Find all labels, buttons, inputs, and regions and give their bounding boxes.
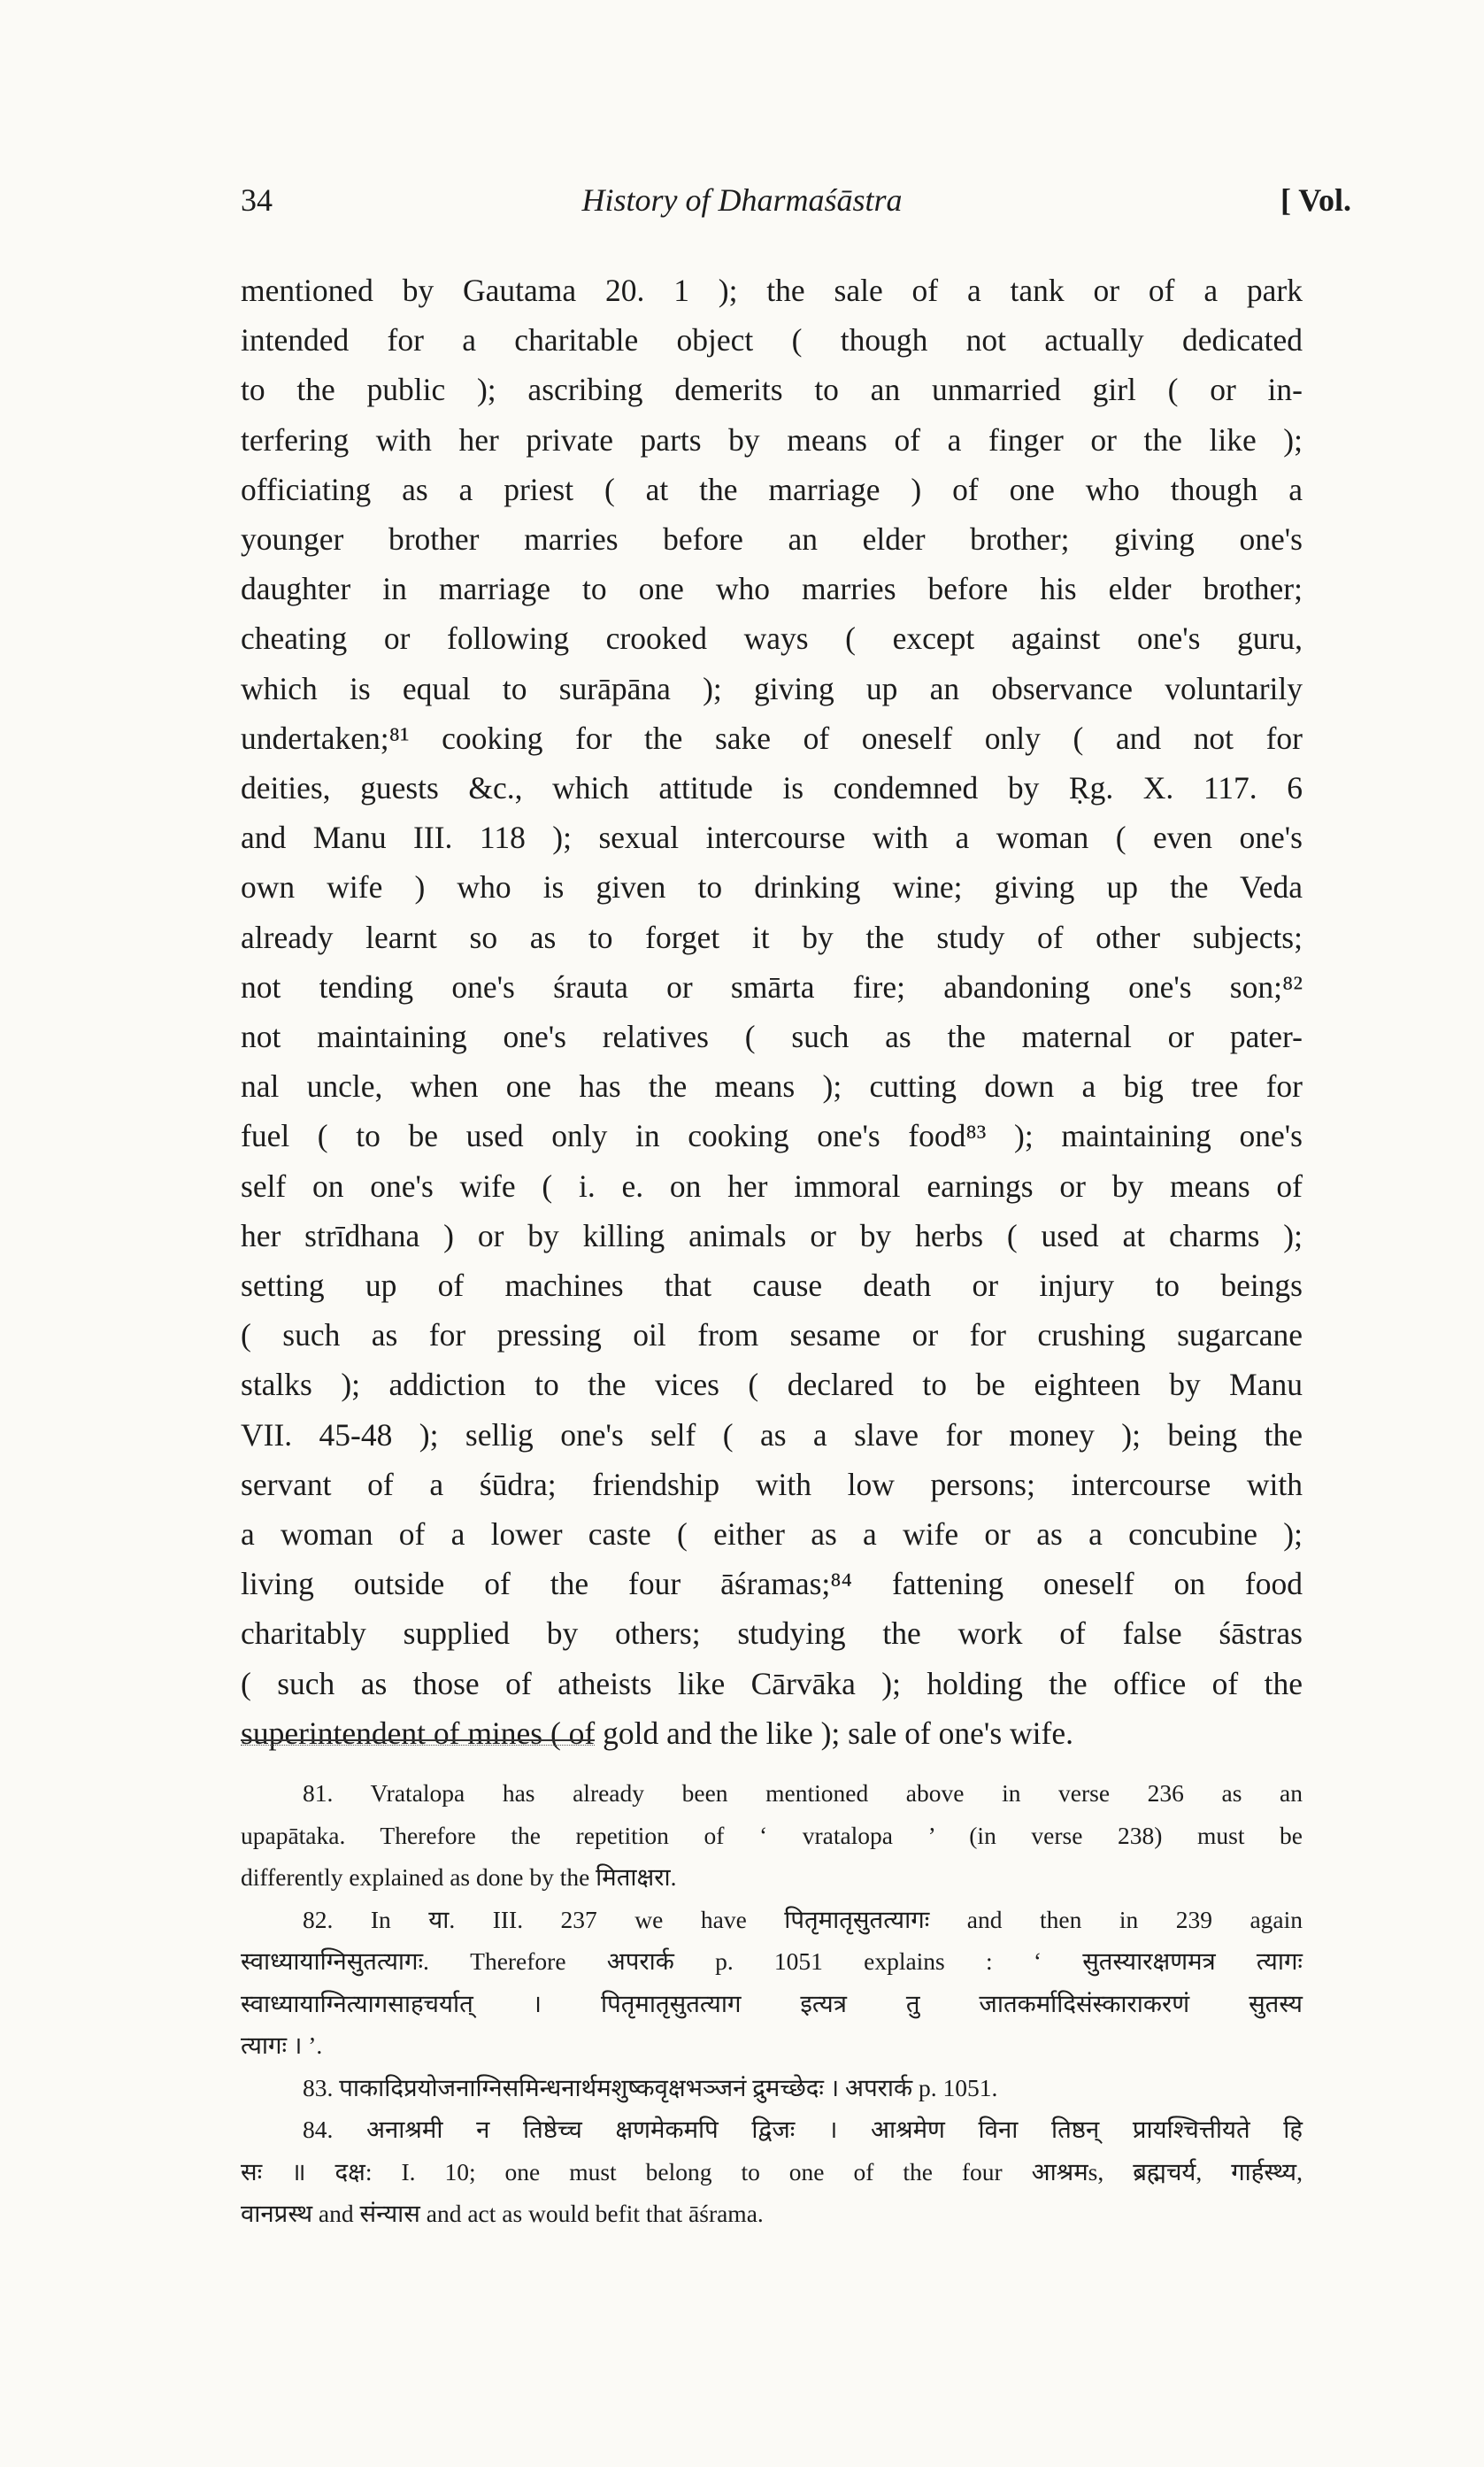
footnote-line: सः ॥ दक्ष: I. 10; one must belong to one of the four आश्रमs, ब्रह्मचर्य, गार्हस्थ्य, xyxy=(241,2157,1303,2186)
body-line: servant of a śūdra; friendship with low persons; intercourse with xyxy=(241,1466,1303,1502)
footnote-84: 84. अनाश्रमी न तिष्ठेच्च क्षणमेकमपि द्विजः । आश्रमेण विना तिष्ठन् प्रायश्चित्तीयते हि xyxy=(303,2116,1303,2143)
body-line: ( such as for pressing oil from sesame or for crushing sugarcane xyxy=(241,1317,1303,1353)
body-line: a woman of a lower caste ( either as a wife or as a concubine ); xyxy=(241,1516,1303,1553)
body-line: undertaken;⁸¹ cooking for the sake of oneself only ( and not for xyxy=(241,720,1303,756)
page-number: 34 xyxy=(241,182,273,218)
body-line: daughter in marriage to one who marries before his elder brother; xyxy=(241,571,1303,607)
body-line: officiating as a priest ( at the marriage ) of one who though a xyxy=(241,471,1303,507)
body-line: which is equal to surāpāna ); giving up an observance voluntarily xyxy=(241,670,1303,706)
footnote-line: स्वाध्यायाग्नित्यागसाहचर्यात् । पितृमातृसुतत्याग इत्यत्र तु जातकर्मादिसंस्काराकरणं सुतस्य xyxy=(241,1989,1303,2017)
footnotes xyxy=(241,1772,1303,2235)
running-title: History of Dharmaśāstra xyxy=(581,182,903,218)
body-line: setting up of machines that cause death or injury to beings xyxy=(241,1268,1303,1304)
footnote-line: स्वाध्यायाग्निसुतत्यागः. Therefore अपरार्क p. 1051 explains : ‘ सुतस्यारक्षणमत्र त्यागः xyxy=(241,1947,1303,1975)
footnote-82: 82. In या. III. 237 we have पितृमातृसुतत्यागः and then in 239 again xyxy=(303,1905,1303,1933)
footnote-line: differently explained as done by the मिताक्षरा. xyxy=(241,1863,677,1891)
body-line: mentioned by Gautama 20. 1 ); the sale of a tank or of a park xyxy=(241,273,1303,308)
body-line: VII. 45-48 ); sellig one's self ( as a slave for money ); being the xyxy=(241,1416,1303,1453)
volume-marker: [ Vol. xyxy=(1280,182,1351,218)
body-line: nal uncle, when one has the means ); cutting down a big tree for xyxy=(241,1068,1303,1105)
body-line: her strīdhana ) or by killing animals or by herbs ( used at charms ); xyxy=(241,1217,1303,1253)
body-line: deities, guests &c., which attitude is condemned by Ṛg. X. 117. 6 xyxy=(241,770,1303,806)
body-line: intended for a charitable object ( though not actually dedicated xyxy=(241,322,1303,358)
body-line: terfering with her private parts by means of a finger or the like ); xyxy=(241,421,1303,458)
body-line: superintendent of mines ( of gold and the like ); sale of one's wife. xyxy=(241,1715,1073,1751)
body-line: ( such as those of atheists like Cārvāka ); holding the office of the xyxy=(241,1665,1303,1701)
body-line: stalks ); addiction to the vices ( declared to be eighteen by Manu xyxy=(241,1367,1303,1403)
footnote-line: वानप्रस्थ and संन्यास and act as would befit that āśrama. xyxy=(241,2200,764,2227)
body-line: cheating or following crooked ways ( except against one's guru, xyxy=(241,621,1303,657)
footnote-81: 81. Vratalopa has already been mentioned above in verse 236 as an xyxy=(303,1779,1303,1807)
footnote-83: 83. पाकादिप्रयोजनाग्निसमिन्धनार्थमशुष्कवृक्षभञ्जनं द्रुमच्छेदः । अपरार्क p. 1051. xyxy=(303,2073,998,2101)
footnote-line: त्यागः । ’. xyxy=(241,2031,323,2059)
body-line: not tending one's śrauta or smārta fire; abandoning one's son;⁸² xyxy=(241,968,1303,1005)
body-line: own wife ) who is given to drinking wine; giving up the Veda xyxy=(241,869,1303,906)
footnote-separator xyxy=(241,1739,595,1741)
body-line: younger brother marries before an elder brother; giving one's xyxy=(241,521,1303,558)
body-line: to the public ); ascribing demerits to an unmarried girl ( or in- xyxy=(241,372,1303,408)
body-line: living outside of the four āśramas;⁸⁴ fattening oneself on food xyxy=(241,1566,1303,1602)
running-header xyxy=(0,181,1484,226)
body-line: charitably supplied by others; studying the work of false śāstras xyxy=(241,1615,1303,1652)
body-line: fuel ( to be used only in cooking one's food⁸³ ); maintaining one's xyxy=(241,1118,1303,1154)
body-line: already learnt so as to forget it by the study of other subjects; xyxy=(241,919,1303,955)
body-line: and Manu III. 118 ); sexual intercourse with a woman ( even one's xyxy=(241,820,1303,856)
main-text xyxy=(241,266,1303,1758)
body-line: not maintaining one's relatives ( such as the maternal or pater- xyxy=(241,1019,1303,1055)
body-line: self on one's wife ( i. e. on her immoral earnings or by means of xyxy=(241,1168,1303,1204)
footnote-line: upapātaka. Therefore the repetition of ‘ vratalopa ’ (in verse 238) must be xyxy=(241,1821,1303,1849)
